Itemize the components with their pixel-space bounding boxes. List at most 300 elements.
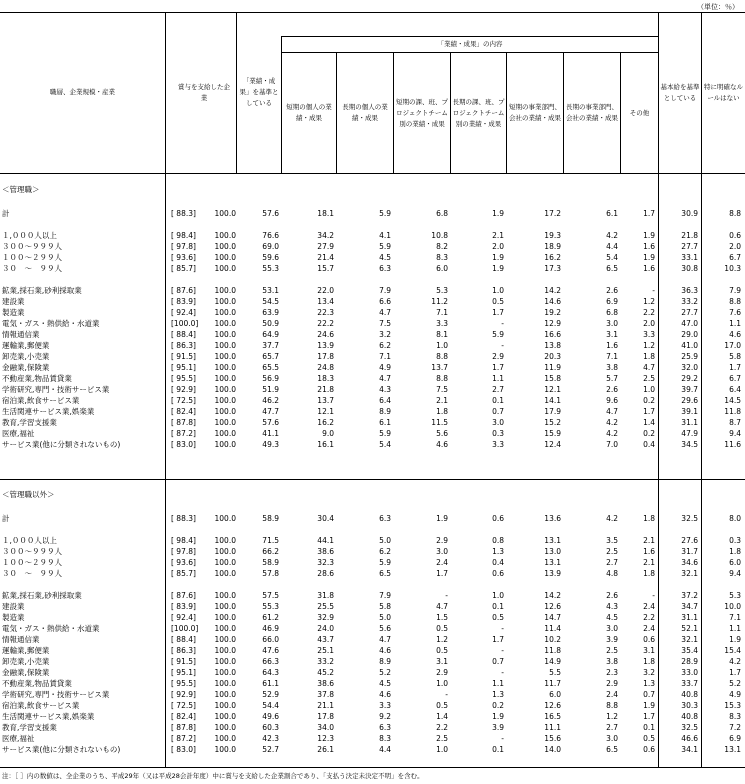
row-value: 43.7: [317, 635, 334, 644]
row-value: 14.2: [544, 591, 561, 600]
row-value: 6.5: [606, 264, 618, 273]
row-value: -: [652, 286, 655, 295]
row-value: 0.3: [492, 429, 504, 438]
row-value: 9.0: [322, 429, 334, 438]
row-value: 4.6: [379, 646, 391, 655]
row-value: 4.7: [436, 602, 448, 611]
row-value: 65.7: [262, 352, 279, 361]
row-pct: [ 91.5]: [171, 352, 196, 361]
row-value: 2.2: [643, 613, 655, 622]
header-kihon: 基本給を基準としている: [660, 82, 700, 102]
table-row: [0, 612, 745, 623]
row-value: 2.9: [436, 668, 448, 677]
row-value: 1.9: [643, 701, 655, 710]
row-value: 0.1: [643, 723, 655, 732]
row-value: 1.1: [492, 374, 504, 383]
row-value: 5.2: [379, 668, 391, 677]
row-value: 32.5: [681, 514, 698, 523]
row-value: 13.1: [544, 558, 561, 567]
row-value: 5.6: [436, 429, 448, 438]
row-value: 100.0: [214, 591, 236, 600]
header-sub-3: 短期の課、班、プロジェクトチーム別の業績・成果: [396, 97, 448, 128]
row-value: 40.8: [681, 712, 698, 721]
row-value: 30.3: [681, 701, 698, 710]
row-value: 33.2: [317, 657, 334, 666]
row-label: ３００～９９９人: [2, 547, 62, 556]
table-row: [0, 733, 745, 744]
row-value: 1.5: [436, 613, 448, 622]
row-label: 不動産業,物品賃貸業: [2, 374, 72, 383]
row-value: 10.3: [724, 264, 741, 273]
row-value: 1.8: [729, 547, 741, 556]
row-value: 100.0: [214, 712, 236, 721]
row-value: 66.3: [262, 657, 279, 666]
row-value: 1.1: [729, 624, 741, 633]
row-value: 0.2: [492, 701, 504, 710]
row-value: 20.3: [544, 352, 561, 361]
row-value: 61.2: [262, 613, 279, 622]
row-value: 4.2: [729, 657, 741, 666]
row-value: 100.0: [214, 679, 236, 688]
row-value: 1.0: [643, 385, 655, 394]
row-value: 27.9: [317, 242, 334, 251]
row-value: 11.8: [724, 407, 741, 416]
table-row: [0, 219, 745, 230]
row-value: 11.7: [544, 679, 561, 688]
row-value: 1.7: [643, 407, 655, 416]
table-row: [0, 406, 745, 417]
row-value: 63.9: [262, 308, 279, 317]
row-pct: [ 95.5]: [171, 679, 196, 688]
row-value: 47.7: [262, 407, 279, 416]
row-value: 0.6: [492, 569, 504, 578]
row-value: 0.1: [492, 602, 504, 611]
row-value: 22.2: [317, 319, 334, 328]
row-value: 4.8: [606, 569, 618, 578]
table-row: [0, 208, 745, 219]
row-value: 1.7: [643, 209, 655, 218]
row-value: 1.9: [729, 635, 741, 644]
row-value: 14.9: [544, 657, 561, 666]
row-value: 4.2: [606, 231, 618, 240]
row-label: 卸売業,小売業: [2, 352, 50, 361]
row-value: 1.1: [492, 679, 504, 688]
row-value: 3.3: [643, 330, 655, 339]
row-value: 6.9: [606, 297, 618, 306]
row-value: 2.6: [606, 286, 618, 295]
row-value: 4.1: [379, 231, 391, 240]
row-value: 0.5: [492, 613, 504, 622]
row-value: 6.6: [379, 297, 391, 306]
row-value: 32.1: [681, 635, 698, 644]
row-pct: [ 95.1]: [171, 363, 196, 372]
row-value: 14.5: [724, 396, 741, 405]
row-value: 1.7: [729, 668, 741, 677]
row-value: 17.0: [724, 341, 741, 350]
row-value: 32.0: [681, 363, 698, 372]
row-value: 54.4: [262, 701, 279, 710]
row-value: 12.1: [544, 385, 561, 394]
header-pct: 賞与を支給した企業: [178, 82, 230, 102]
row-value: 1.6: [606, 341, 618, 350]
row-value: 100.0: [214, 745, 236, 754]
row-value: 69.0: [262, 242, 279, 251]
unit-label: （単位：％）: [697, 3, 739, 11]
row-value: 4.7: [606, 407, 618, 416]
row-value: 4.7: [379, 308, 391, 317]
row-value: 8.3: [379, 734, 391, 743]
header-norule: 特に明確なルールはない: [704, 82, 743, 102]
header-base: 「業績・成果」を基準としている: [239, 77, 279, 107]
row-value: 26.1: [317, 745, 334, 754]
row-value: 15.3: [724, 701, 741, 710]
row-label: 宿泊業,飲食サービス業: [2, 396, 80, 405]
row-pct: [ 95.5]: [171, 374, 196, 383]
row-value: -: [652, 591, 655, 600]
row-value: 100.0: [214, 330, 236, 339]
row-value: 2.9: [436, 536, 448, 545]
row-value: 6.0: [549, 690, 561, 699]
row-value: 1.6: [643, 264, 655, 273]
row-value: 15.8: [544, 374, 561, 383]
row-value: 2.1: [492, 231, 504, 240]
row-pct: [ 87.2]: [171, 429, 196, 438]
row-value: 64.9: [262, 330, 279, 339]
row-pct: [ 86.3]: [171, 341, 196, 350]
row-value: 4.5: [379, 679, 391, 688]
row-value: 27.7: [681, 308, 698, 317]
row-value: 100.0: [214, 624, 236, 633]
row-value: 64.3: [262, 668, 279, 677]
row-value: 100.0: [214, 341, 236, 350]
row-value: 5.4: [379, 440, 391, 449]
row-label: 鉱業,採石業,砂利採取業: [2, 591, 82, 600]
table-row: [0, 667, 745, 678]
row-value: 1.8: [643, 514, 655, 523]
row-value: 58.9: [262, 514, 279, 523]
row-pct: [ 87.6]: [171, 286, 196, 295]
row-value: -: [501, 734, 504, 743]
row-value: 4.3: [606, 602, 618, 611]
row-value: 2.2: [436, 723, 448, 732]
table-row: [0, 428, 745, 439]
row-value: 14.7: [544, 613, 561, 622]
row-value: 5.9: [379, 429, 391, 438]
table-row: [0, 557, 745, 568]
row-value: 32.5: [681, 723, 698, 732]
row-value: 71.5: [262, 536, 279, 545]
table-row: [0, 362, 745, 373]
table-row: [0, 579, 745, 590]
row-value: 57.6: [262, 418, 279, 427]
row-value: 100.0: [214, 646, 236, 655]
table-row: [0, 546, 745, 557]
row-value: 7.9: [379, 286, 391, 295]
row-pct: [ 85.7]: [171, 569, 196, 578]
row-value: 33.7: [681, 679, 698, 688]
row-value: 100.0: [214, 209, 236, 218]
row-value: 14.6: [544, 297, 561, 306]
row-value: 0.6: [643, 745, 655, 754]
row-value: 5.5: [549, 668, 561, 677]
row-value: 37.2: [681, 591, 698, 600]
row-value: 3.3: [492, 440, 504, 449]
row-value: 36.3: [681, 286, 698, 295]
row-value: 100.0: [214, 734, 236, 743]
row-value: 21.8: [317, 385, 334, 394]
table-row: [0, 318, 745, 329]
row-value: 9.4: [729, 569, 741, 578]
row-value: 8.0: [729, 514, 741, 523]
row-value: 3.3: [436, 319, 448, 328]
row-value: 3.2: [379, 330, 391, 339]
row-value: 1.6: [643, 547, 655, 556]
row-value: 42.3: [262, 734, 279, 743]
row-value: 10.0: [724, 602, 741, 611]
row-value: 18.3: [317, 374, 334, 383]
row-value: 6.1: [379, 418, 391, 427]
row-label: サービス業(他に分類されないもの): [2, 745, 121, 754]
row-value: 15.2: [544, 418, 561, 427]
row-label: 教育,学習支援業: [2, 723, 57, 732]
row-pct: [ 83.0]: [171, 440, 196, 449]
row-value: 17.2: [544, 209, 561, 218]
row-value: 1.7: [492, 635, 504, 644]
row-value: 47.9: [681, 429, 698, 438]
row-pct: [ 88.4]: [171, 330, 196, 339]
row-value: 47.6: [262, 646, 279, 655]
row-value: 39.1: [681, 407, 698, 416]
row-value: 100.0: [214, 374, 236, 383]
row-pct: [ 92.9]: [171, 385, 196, 394]
row-value: 55.3: [262, 264, 279, 273]
row-value: 0.6: [643, 635, 655, 644]
row-pct: [ 91.5]: [171, 657, 196, 666]
row-value: 100.0: [214, 352, 236, 361]
row-value: 2.0: [643, 319, 655, 328]
row-value: 5.0: [379, 536, 391, 545]
row-value: 57.8: [262, 569, 279, 578]
row-label: １００～２９９人: [2, 558, 62, 567]
row-value: 100.0: [214, 440, 236, 449]
row-value: 57.5: [262, 591, 279, 600]
row-value: 6.2: [379, 341, 391, 350]
row-pct: [ 93.6]: [171, 558, 196, 567]
row-value: 17.9: [544, 407, 561, 416]
row-label: 情報通信業: [2, 635, 40, 644]
table-row: [0, 722, 745, 733]
row-value: 28.6: [317, 569, 334, 578]
table-row: [0, 329, 745, 340]
table-row: [0, 373, 745, 384]
row-value: 6.5: [379, 569, 391, 578]
row-value: 27.6: [681, 536, 698, 545]
row-value: 34.0: [317, 723, 334, 732]
row-value: 3.0: [606, 624, 618, 633]
table-row: [0, 230, 745, 241]
row-value: 2.5: [606, 646, 618, 655]
table-row: [0, 700, 745, 711]
row-value: 66.0: [262, 635, 279, 644]
row-value: 17.8: [317, 352, 334, 361]
row-value: 7.5: [436, 385, 448, 394]
row-value: 6.7: [729, 374, 741, 383]
row-value: 2.1: [643, 536, 655, 545]
row-value: 1.9: [436, 514, 448, 523]
row-pct: [ 72.5]: [171, 701, 196, 710]
row-value: 4.3: [379, 385, 391, 394]
row-value: 0.5: [643, 734, 655, 743]
row-value: 13.9: [544, 569, 561, 578]
row-pct: [ 82.4]: [171, 712, 196, 721]
row-label: 製造業: [2, 308, 25, 317]
row-value: 3.9: [492, 723, 504, 732]
row-value: 4.9: [729, 690, 741, 699]
row-value: 100.0: [214, 418, 236, 427]
row-value: 41.0: [681, 341, 698, 350]
row-value: 2.9: [492, 352, 504, 361]
row-value: 38.6: [317, 679, 334, 688]
table-row: [0, 417, 745, 428]
table-row: [0, 285, 745, 296]
row-value: 11.9: [544, 363, 561, 372]
section-title: ＜管理職以外＞: [2, 490, 55, 499]
table-row: [0, 656, 745, 667]
row-label: 建設業: [2, 297, 25, 306]
row-value: 1.6: [643, 242, 655, 251]
row-value: 31.1: [681, 418, 698, 427]
row-value: 5.2: [729, 679, 741, 688]
row-pct: [ 93.6]: [171, 253, 196, 262]
row-value: 3.1: [643, 646, 655, 655]
row-value: 1.0: [436, 341, 448, 350]
row-value: 4.6: [729, 330, 741, 339]
row-value: 1.3: [643, 679, 655, 688]
row-value: -: [501, 646, 504, 655]
row-value: 0.7: [643, 690, 655, 699]
row-value: 56.9: [262, 374, 279, 383]
row-label: 学術研究,専門・技術サービス業: [2, 690, 110, 699]
row-value: -: [501, 319, 504, 328]
row-label: １００～２９９人: [2, 253, 62, 262]
row-label: 生活関連サービス業,娯楽業: [2, 712, 95, 721]
row-label: 宿泊業,飲食サービス業: [2, 701, 80, 710]
row-value: 19.3: [544, 231, 561, 240]
row-value: 3.5: [606, 536, 618, 545]
row-value: 16.6: [544, 330, 561, 339]
row-pct: [ 92.9]: [171, 690, 196, 699]
row-value: 9.6: [606, 396, 618, 405]
row-pct: [ 97.8]: [171, 242, 196, 251]
table-row: [0, 590, 745, 601]
row-label: 運輸業,郵便業: [2, 646, 50, 655]
row-value: 27.7: [681, 242, 698, 251]
row-value: 0.5: [436, 646, 448, 655]
row-value: 32.1: [681, 569, 698, 578]
row-value: 12.3: [317, 734, 334, 743]
row-value: 14.0: [544, 745, 561, 754]
row-value: 12.9: [544, 319, 561, 328]
row-value: 100.0: [214, 319, 236, 328]
table-row: [0, 568, 745, 579]
row-pct: [ 97.8]: [171, 547, 196, 556]
row-label: 学術研究,専門・技術サービス業: [2, 385, 110, 394]
row-value: 2.7: [606, 558, 618, 567]
row-value: 34.7: [681, 602, 698, 611]
row-label: 計: [2, 209, 10, 218]
row-value: 6.2: [379, 547, 391, 556]
row-value: 76.6: [262, 231, 279, 240]
row-value: 2.7: [492, 385, 504, 394]
row-value: -: [501, 341, 504, 350]
row-label: １,０００人以上: [2, 231, 57, 240]
row-value: 14.2: [544, 286, 561, 295]
row-value: 100.0: [214, 657, 236, 666]
row-value: 5.8: [729, 352, 741, 361]
row-value: 100.0: [214, 514, 236, 523]
row-value: 10.2: [544, 635, 561, 644]
row-value: 0.1: [492, 396, 504, 405]
row-value: 7.9: [379, 591, 391, 600]
row-value: 0.5: [436, 701, 448, 710]
row-label: 生活関連サービス業,娯楽業: [2, 407, 95, 416]
row-value: 5.3: [729, 591, 741, 600]
table-row: [0, 711, 745, 722]
row-value: 13.9: [317, 341, 334, 350]
row-value: 8.8: [729, 209, 741, 218]
header-group: 「業績・成果」の内容: [437, 40, 503, 48]
row-value: 11.5: [431, 418, 448, 427]
row-value: 3.1: [436, 657, 448, 666]
header-sub-5: 短期の事業部門、会社の業績・成果: [509, 103, 561, 122]
table-row: [0, 513, 745, 524]
row-value: 41.1: [262, 429, 279, 438]
row-value: 100.0: [214, 536, 236, 545]
row-value: 6.4: [729, 385, 741, 394]
row-value: 46.6: [681, 734, 698, 743]
row-value: -: [501, 668, 504, 677]
row-value: 29.2: [681, 374, 698, 383]
row-value: 5.6: [379, 624, 391, 633]
row-value: 66.2: [262, 547, 279, 556]
row-value: 8.9: [379, 407, 391, 416]
row-value: 6.3: [379, 264, 391, 273]
row-value: 100.0: [214, 723, 236, 732]
row-value: 3.2: [643, 668, 655, 677]
row-value: 15.7: [317, 264, 334, 273]
row-pct: [ 88.3]: [171, 514, 196, 523]
row-value: 16.1: [317, 440, 334, 449]
row-value: 2.6: [606, 591, 618, 600]
row-value: 100.0: [214, 558, 236, 567]
row-value: 11.6: [724, 440, 741, 449]
row-value: 2.0: [492, 242, 504, 251]
row-value: 15.4: [724, 646, 741, 655]
row-value: 100.0: [214, 635, 236, 644]
row-value: 16.2: [544, 253, 561, 262]
table-row: [0, 678, 745, 689]
section-title: ＜管理職＞: [2, 185, 40, 194]
row-value: 17.3: [544, 264, 561, 273]
table-row: [0, 535, 745, 546]
row-value: 4.7: [379, 635, 391, 644]
row-value: 1.7: [643, 712, 655, 721]
row-value: 6.8: [606, 308, 618, 317]
row-label: ３００～９９９人: [2, 242, 62, 251]
row-value: 3.9: [606, 635, 618, 644]
row-value: 7.1: [379, 352, 391, 361]
row-value: 1.9: [492, 209, 504, 218]
